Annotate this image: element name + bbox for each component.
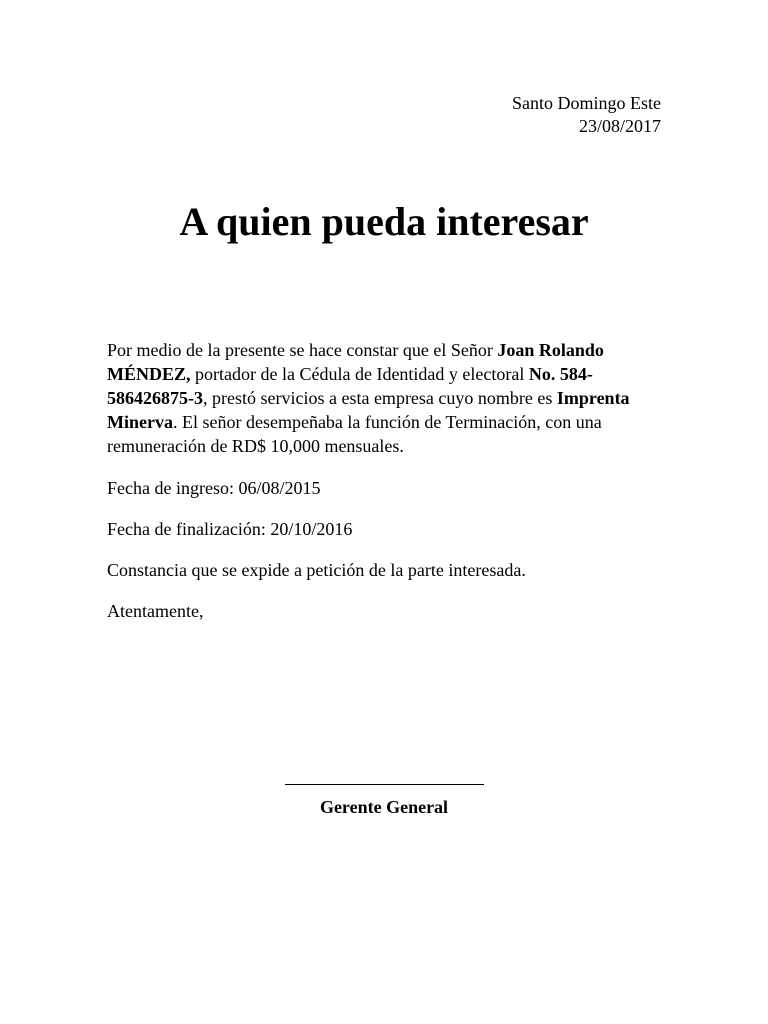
- closing-line: Atentamente,: [107, 601, 204, 621]
- letter-title: A quien pueda interesar: [179, 199, 589, 244]
- company-name: Imprenta Minerva: [107, 388, 630, 432]
- intro-text-2: portador de la Cédula de Identidad y electoral: [190, 364, 529, 384]
- signature-line: [285, 766, 484, 785]
- start-date-line: Fecha de ingreso: 06/08/2015: [107, 478, 321, 498]
- signature-title: Gerente General: [319, 797, 449, 817]
- letter-header: [512, 92, 661, 138]
- intro-paragraph: [107, 338, 663, 458]
- end-date-line: Fecha de finalización: 20/10/2016: [107, 519, 353, 539]
- date-text: 23/08/2017: [578, 116, 661, 136]
- intro-text-4: . El señor desempeñaba la función de Terminación, con una remuneración de RD$ 10,000 mensuales.: [107, 412, 602, 456]
- intro-text-1: Por medio de la presente se hace constar que el Señor: [107, 340, 498, 360]
- statement-line: Constancia que se expide a petición de la parte interesada.: [107, 560, 526, 580]
- intro-text-3: , prestó servicios a esta empresa cuyo nombre es: [203, 388, 557, 408]
- id-number: No. 584-586426875-3: [107, 364, 593, 408]
- letter-body: [107, 338, 663, 640]
- signature-block: [0, 766, 768, 818]
- location-text: Santo Domingo Este: [512, 93, 661, 113]
- employee-name: Joan Rolando MÉNDEZ,: [107, 340, 604, 384]
